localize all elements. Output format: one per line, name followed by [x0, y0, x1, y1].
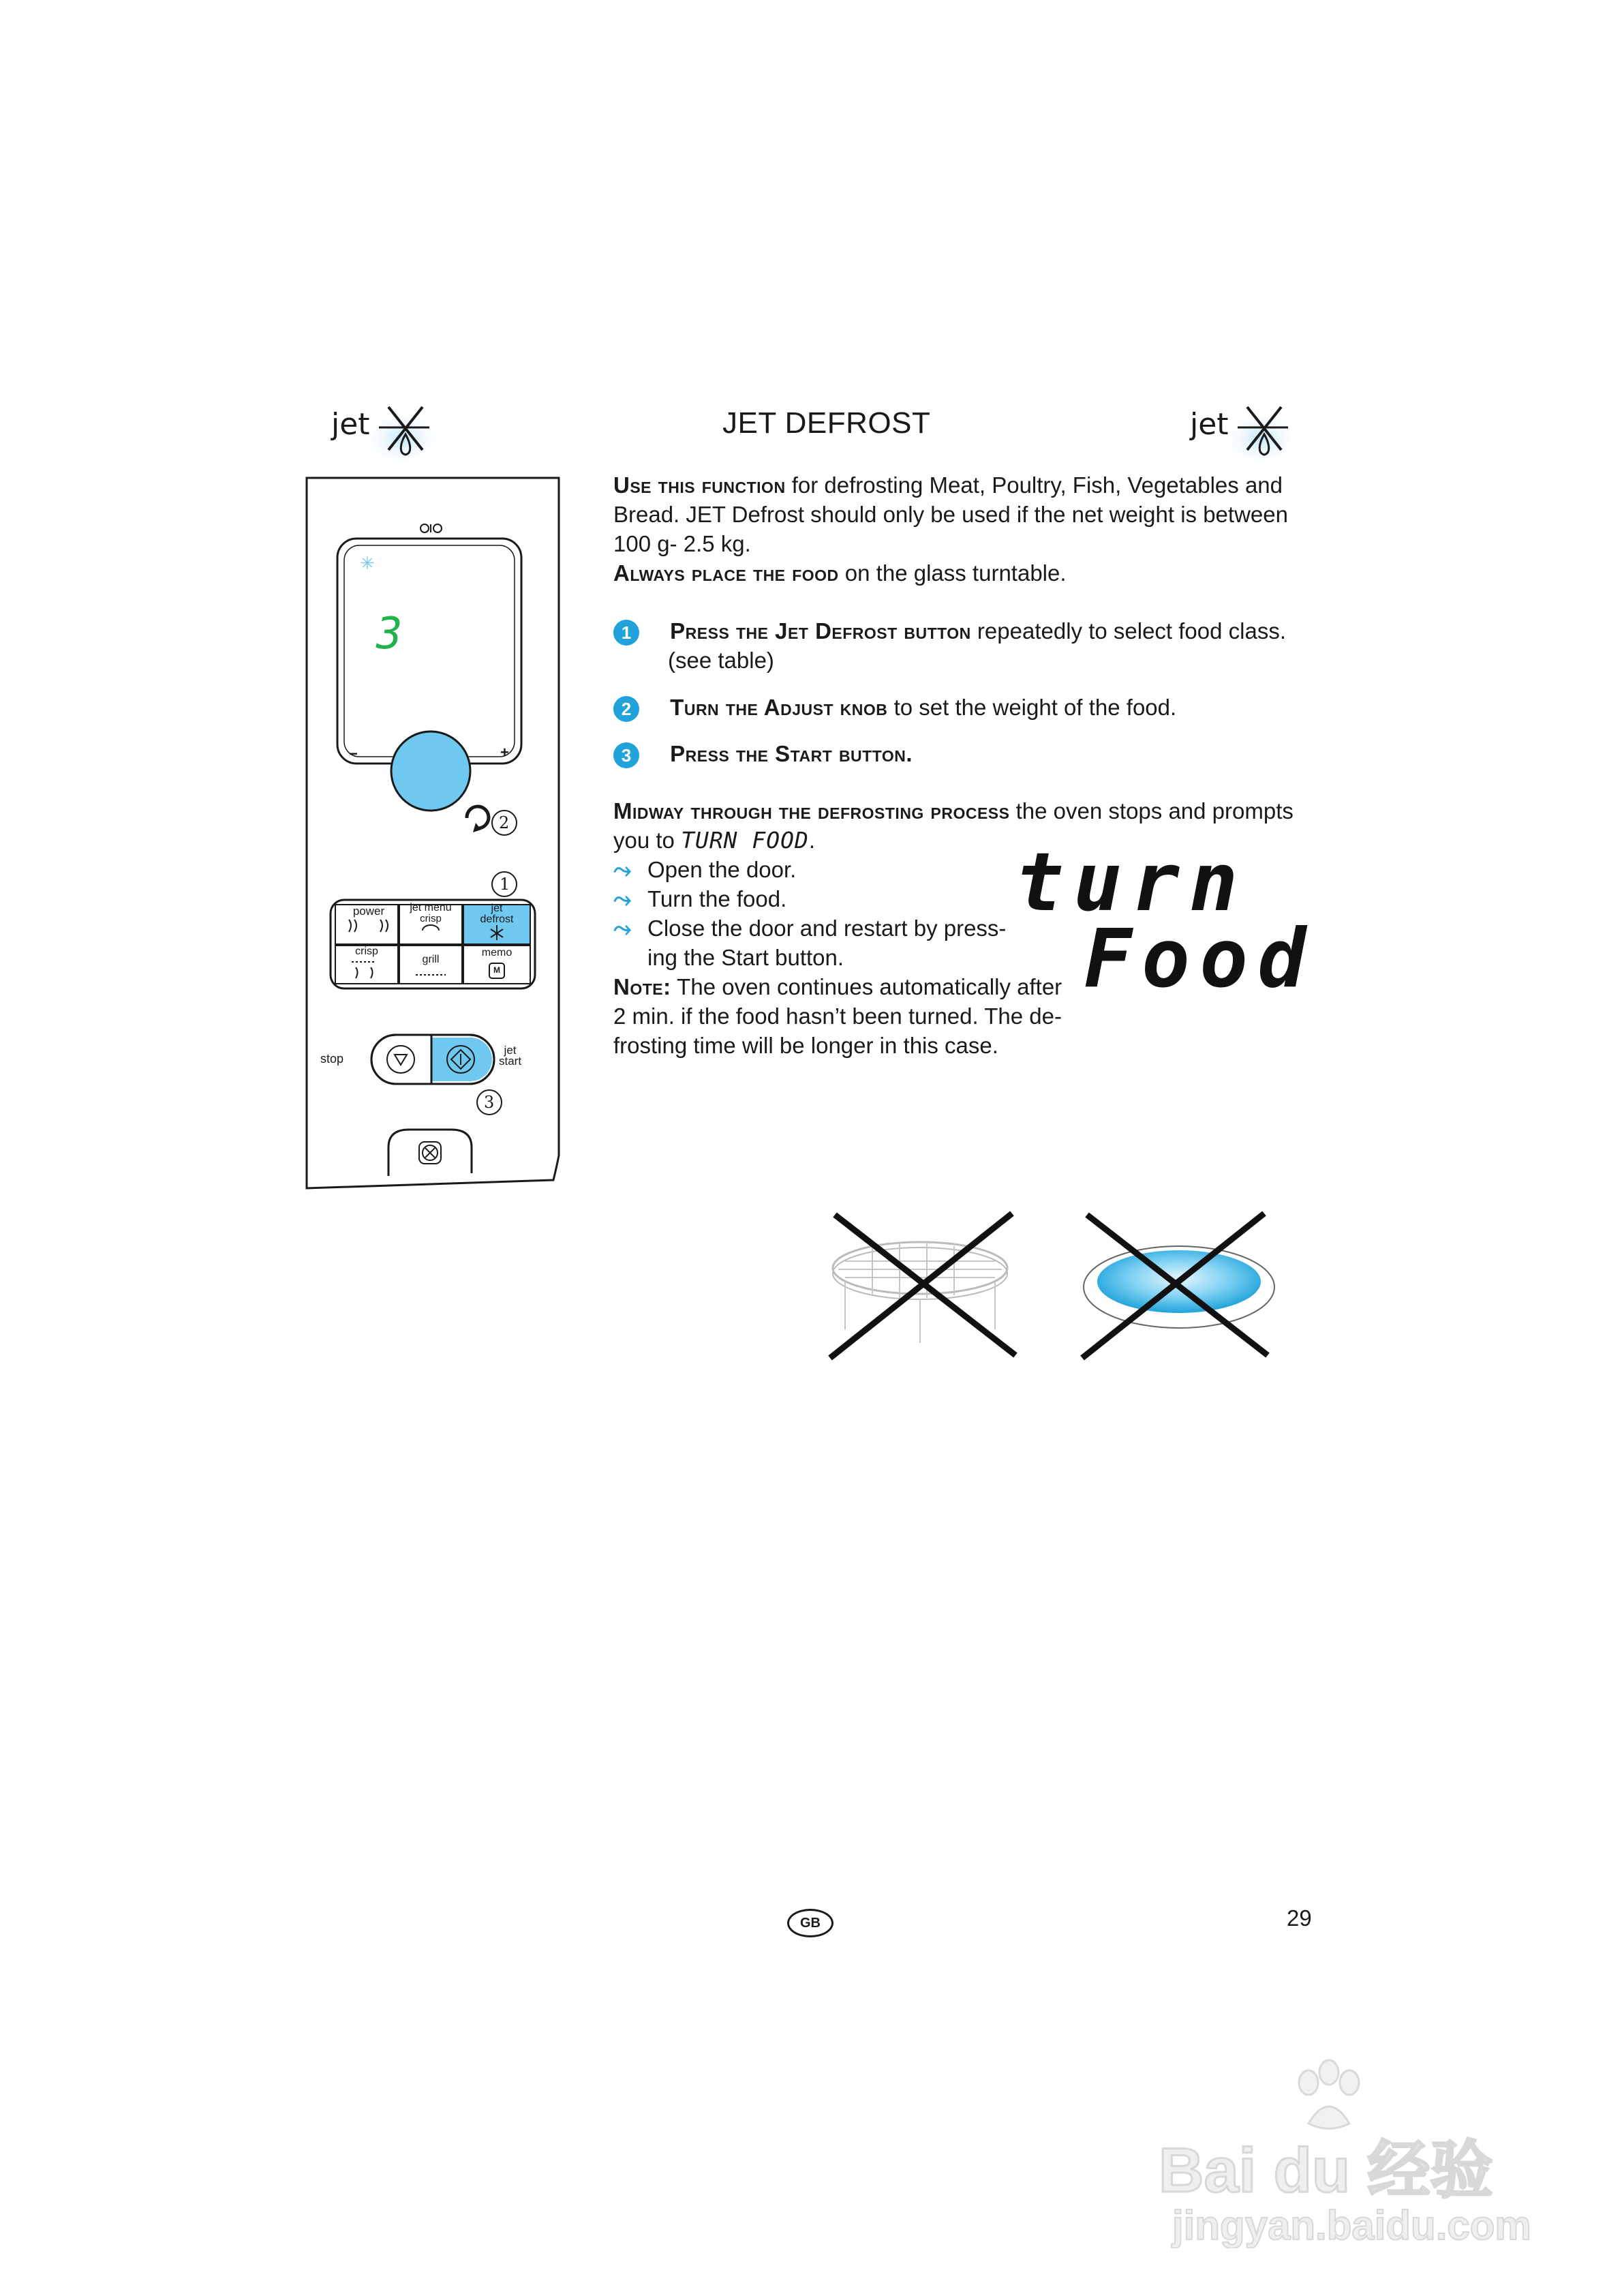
step-lead-1: Press the Jet Defrost button — [670, 618, 971, 644]
list-item: ⤳ Open the door. — [613, 855, 1090, 884]
intro-lead-1: Use this function — [613, 472, 786, 498]
step-lead-2: Turn the Adjust knob — [670, 695, 888, 720]
svg-text:jet: jet — [1190, 407, 1229, 442]
jet-start-label-1: jet — [504, 1044, 517, 1057]
door-open-button[interactable] — [388, 1130, 472, 1176]
jet-start-label-2: start — [499, 1055, 522, 1068]
svg-text:jet: jet — [331, 407, 370, 442]
list-item: ⤳ Close the door and restart by press- — [613, 913, 1090, 943]
note-paragraph: Note: The oven continues automatically after 2 min. if the food hasn’t been turned. The de- frosting time will be longer in this case. — [613, 974, 1062, 1058]
intro-paragraph — [613, 470, 1315, 588]
midway-lead: Midway through the defrosting process — [613, 798, 1010, 824]
memo-key-label: M — [493, 965, 500, 975]
arrow-bullet-icon: ⤳ — [613, 886, 632, 911]
control-panel — [300, 474, 566, 1190]
page-title: JET DEFROST — [722, 406, 931, 440]
watermark-brand: Bai du 经验 — [1159, 2136, 1493, 2205]
snowflake-icon: ✳ — [360, 553, 375, 573]
list-item: ing the Start button. — [647, 945, 844, 970]
step-3 — [613, 739, 1322, 768]
jet-logo-right — [1186, 392, 1309, 474]
country-code: GB — [800, 1916, 821, 1931]
jet-start-label — [499, 1045, 521, 1067]
watermark-url: jingyan.baidu.com — [1172, 2203, 1531, 2248]
midway-end: . — [808, 828, 816, 853]
turn-food-display — [1015, 835, 1322, 1012]
page-number: 29 — [1287, 1905, 1312, 1931]
note-lead: Note: — [613, 974, 671, 999]
crossed-dish-icon — [1077, 1207, 1281, 1363]
jet-logo-icon — [1186, 392, 1309, 474]
stop-button-label: stop — [320, 1052, 344, 1066]
list-item: ⤳ Turn the food. — [613, 884, 1090, 913]
crossed-rack-icon — [818, 1207, 1022, 1363]
step-text-2: to set the weight of the food. — [887, 695, 1177, 720]
jet-menu-crisp-label: crisp — [420, 913, 442, 924]
stop-button[interactable] — [385, 1044, 416, 1075]
step-text-1: repeatedly to select food class. — [970, 618, 1287, 644]
jet-defrost-label-2: defrost — [480, 913, 514, 925]
memo-button[interactable]: memo — [481, 947, 512, 958]
watermark — [1159, 2059, 1608, 2263]
adjust-knob[interactable] — [391, 731, 470, 811]
midway-text: the oven stops and prompts you to — [613, 798, 1294, 853]
intro-lead-2: Always place the food — [613, 560, 839, 586]
step-1 — [613, 616, 1322, 675]
step-2 — [613, 693, 1322, 722]
jet-start-button[interactable] — [445, 1044, 476, 1075]
plus-label: + — [500, 744, 509, 761]
food-word: Food — [1084, 911, 1316, 1006]
step-number-3: 3 — [613, 742, 639, 768]
jet-defrost-button[interactable] — [463, 903, 530, 925]
step-number-2: 2 — [613, 696, 639, 722]
no-dish-illustration — [1077, 1207, 1281, 1363]
midway-display-text: TURN FOOD — [681, 827, 809, 854]
crisp-button[interactable]: crisp — [355, 946, 378, 957]
callout-1: 1 — [500, 875, 510, 894]
minus-label: − — [349, 745, 358, 762]
grill-button[interactable]: grill — [422, 954, 440, 965]
power-button[interactable]: power — [352, 905, 385, 918]
callout-2: 2 — [499, 813, 510, 832]
intro-text-1: for defrosting Meat, Poultry, Fish, Vegetables and Bread. JET Defrost should only be used if the net weight is between 100 g- 2.5 kg. — [613, 472, 1288, 556]
jet-defrost-label-1: jet — [491, 903, 503, 914]
intro-text-2: on the glass turntable. — [838, 560, 1067, 586]
step-number-1: 1 — [613, 620, 639, 646]
arrow-bullet-icon: ⤳ — [613, 916, 632, 941]
panel-display-digit: 3 — [376, 609, 403, 659]
jet-logo-icon — [327, 392, 450, 474]
jet-menu-button[interactable]: jet menu — [410, 902, 452, 913]
jet-logo-left — [327, 392, 450, 474]
callout-3: 3 — [484, 1093, 495, 1112]
step-lead-3: Press the Start button. — [670, 741, 913, 766]
step-line2-1: (see table) — [668, 648, 774, 674]
turn-word: turn — [1015, 835, 1248, 929]
no-rack-illustration — [818, 1207, 1022, 1363]
arrow-bullet-icon: ⤳ — [613, 857, 632, 882]
country-badge — [787, 1909, 833, 1937]
